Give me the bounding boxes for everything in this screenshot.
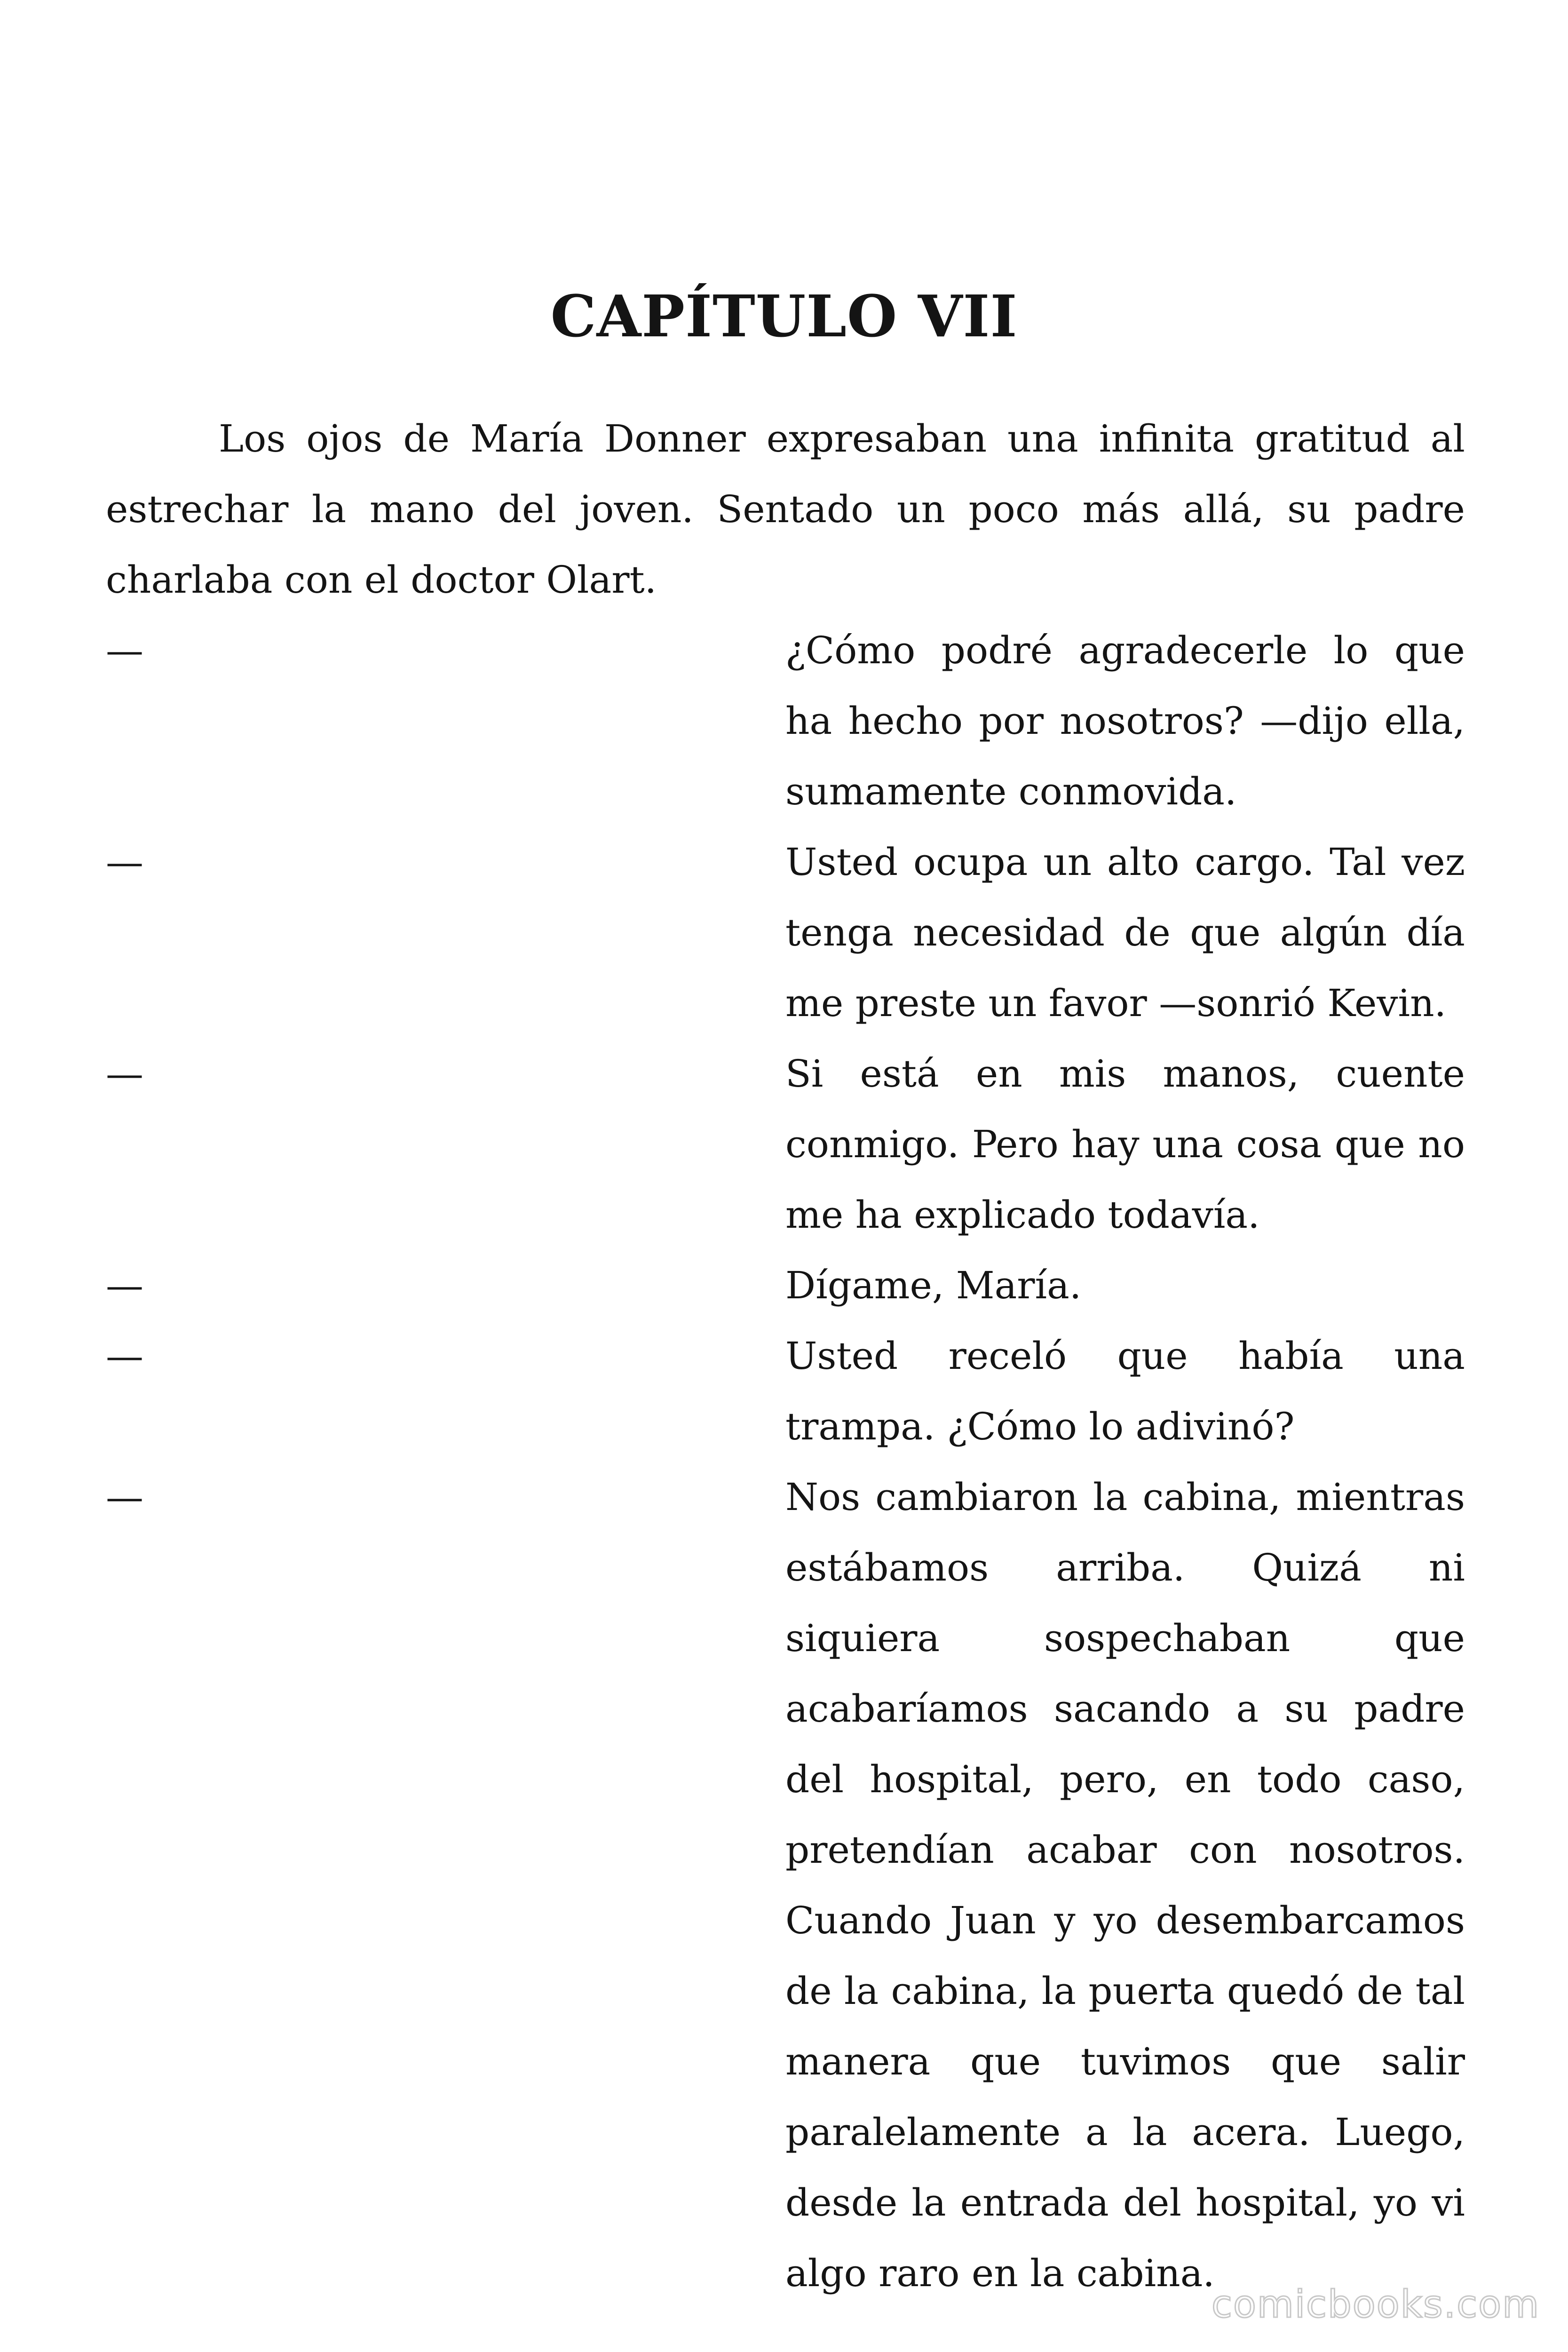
dialogue-text: Si está en mis manos, cuente conmigo. Pero hay una cosa que no me ha explicado todavía. [785, 1052, 1465, 1237]
intro-paragraph: Los ojos de María Donner expresaban una infinita gratitud al estrechar la mano del joven. Sentado un poco más allá, su padre charlaba con el doctor Olart. [106, 417, 1465, 602]
chapter-title: CAPÍTULO VII [550, 282, 1018, 350]
dialogue-dash: — [106, 1052, 143, 1096]
chapter-body [106, 404, 1465, 2309]
dialogue-dash: — [106, 840, 143, 884]
dialogue-text: Nos cambiaron la cabina, mientras estábamos arriba. Quizá ni siquiera sospechaban que acabaríamos sacando a su padre del hospital, pero, en todo caso, pretendían acabar con nosotros. Cuando Juan y yo desembarcamos de la cabina, la puerta quedó de tal manera que tuvimos que salir paralelamente a la acera. Luego, desde la entrada del hospital, yo vi algo raro en la cabina. [785, 1475, 1465, 2295]
dialogue-dash: — [106, 628, 143, 672]
watermark: comicbooks.com [1211, 2282, 1540, 2326]
dialogue-text: Usted receló que había una trampa. ¿Cómo lo adivinó? [785, 1334, 1465, 1448]
dialogue-line [106, 1250, 1465, 1321]
dialogue-text: Dígame, María. [785, 1263, 1082, 1307]
dialogue-line [106, 1039, 1465, 1250]
dialogue-line [106, 1462, 1465, 2309]
dialogue-text: Usted ocupa un alto cargo. Tal vez tenga necesidad de que algún día me preste un favor —sonrió Kevin. [785, 840, 1465, 1025]
dialogue-line [106, 827, 1465, 1039]
dialogue-text: ¿Cómo podré agradecerle lo que ha hecho por nosotros? —dijo ella, sumamente conmovida. [785, 628, 1465, 813]
dialogue-dash: — [106, 1334, 143, 1378]
dialogue-dash: — [106, 1263, 143, 1307]
dialogue-line [106, 1321, 1465, 1462]
dialogue-dash: — [106, 1475, 143, 1519]
dialogue-line [106, 615, 1465, 827]
